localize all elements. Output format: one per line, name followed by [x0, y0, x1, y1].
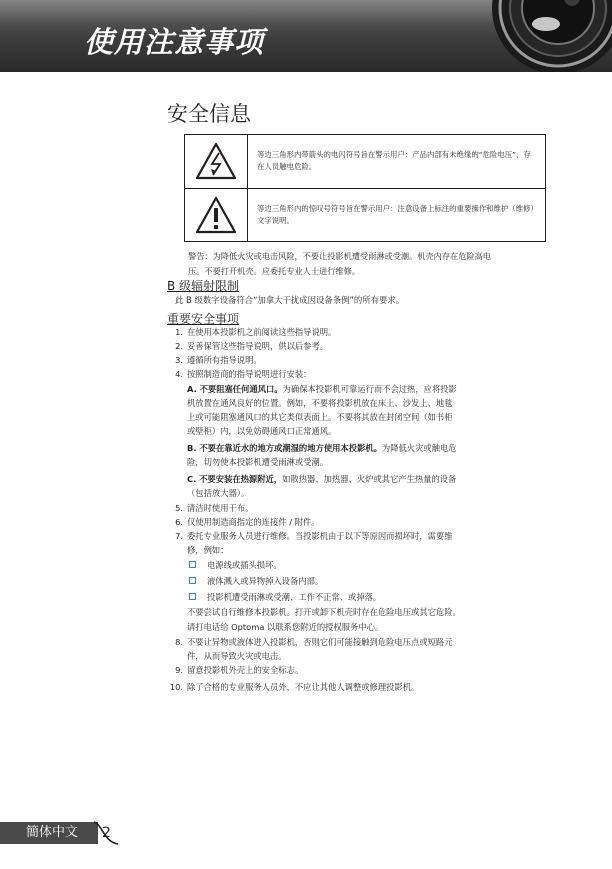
list-item-text: 妥善保管这些指导说明，供以后参考。 [187, 341, 329, 351]
list-item-text: 留意投影机外壳上的安全标志。 [187, 665, 304, 675]
list-item-text: 不要让异物或液体进入投影机，否则它们可能接触到危险电压点或短路元 [187, 637, 453, 647]
list-item-number: 9. [175, 665, 183, 675]
sub-item-b-line: 险，切勿使本投影机遭受雨淋或受潮。 [187, 457, 329, 467]
warning-notice-line: 压。不要打开机壳。应委托专业人士进行维修。 [188, 266, 360, 276]
checkbox-square-icon [189, 593, 196, 600]
list-item-number: 10. [169, 682, 183, 692]
list-item-continuation: 修，例如： [187, 545, 229, 555]
class-b-title: B 级辐射限制 [167, 279, 240, 293]
list-item-note: 不要尝试自行维修本投影机。打开或卸下机壳时存在危险电压或其它危险。 [187, 607, 461, 617]
sub-item-a [187, 382, 567, 396]
section-title: 安全信息 [167, 102, 251, 126]
list-item-text: 遵循所有指导说明。 [187, 355, 262, 365]
warning-symbols-table [184, 134, 546, 242]
list-item-number: 8. [175, 637, 183, 647]
sub-item-c [187, 472, 567, 486]
sub-item-b [187, 441, 567, 455]
list-item-number: 4. [175, 369, 183, 379]
warning-text-attention: 等边三角形内的惊叹号符号旨在警示用户：注意设备上标注的重要操作和维护（维修）文字说明。 [257, 204, 535, 225]
warning-notice-line: 警告：为降低火灾或电击风险，不要让投影机遭受雨淋或受潮。机壳内存在危险高电 [188, 251, 491, 261]
sub-item-a-line: 上或可能阻塞通风口的其它类似表面上。不要将其放在封闭空间（如书柜 [187, 412, 453, 422]
list-item-note: 请打电话给 Optoma 以联系您附近的授权服务中心。 [187, 622, 384, 632]
footer-language: 簡体中文 [26, 825, 79, 840]
page-title: 使用注意事项 [84, 25, 265, 59]
sub-item-c-text: 如散热器、加热器、火炉或其它产生热量的设备 [282, 474, 457, 484]
warning-notice [188, 249, 566, 279]
bullet-item-text: 电源线或插头损坏。 [207, 560, 282, 570]
list-item-text: 按照制造商的指导说明进行安装： [187, 369, 312, 379]
warning-row-electric [185, 135, 545, 189]
page-number: 2 [102, 825, 111, 841]
sub-item-a-line: 机放置在通风良好的位置。例如，不要将投影机放在床上、沙发上、地毯 [187, 398, 453, 408]
list-item-number: 3. [175, 355, 183, 365]
list-item-number: 7. [175, 531, 183, 541]
sub-item-a-bold: A. 不要阻塞任何通风口。 [187, 384, 283, 394]
checkbox-square-icon [189, 577, 196, 584]
sub-item-a-line: 或壁柜）内，以免妨碍通风口正常通风。 [187, 426, 337, 436]
list-item-number: 6. [175, 517, 183, 527]
warning-row-attention [185, 189, 545, 242]
sub-item-b-bold: B. 不要在靠近水的地方或潮湿的地方使用本投影机。 [187, 443, 382, 453]
list-item-text: 仅使用制造商指定的连接件 / 附件。 [187, 517, 320, 527]
warning-icon-cell [185, 189, 248, 242]
list-item-text: 清洁时使用干布。 [187, 503, 254, 513]
lightning-triangle-icon [195, 142, 237, 180]
important-safety-title: 重要安全事项 [167, 312, 240, 326]
sub-item-c-line: （包括放大器）。 [187, 488, 250, 498]
exclamation-triangle-icon [195, 196, 237, 234]
list-item-text: 除了合格的专业服务人员外，不应让其他人调整或修理投影机。 [187, 682, 420, 692]
page-header [0, 0, 612, 72]
projector-lens-icon [488, 0, 612, 72]
list-item-number: 2. [175, 341, 183, 351]
sub-item-b-text: 为降低火灾或触电危 [381, 443, 457, 453]
checkbox-square-icon [189, 561, 196, 568]
bullet-item-text: 液体溅入或异物掉入设备内部。 [207, 576, 324, 586]
sub-item-c-bold: C. 不要安装在热源附近， [187, 474, 283, 484]
bullet-item-text: 投影机遭受雨淋或受潮、工作不正常、或掉落。 [207, 592, 382, 602]
sub-item-a-text: 为确保本投影机可靠运行而不会过热，应将投影 [282, 384, 457, 394]
class-b-text: 此 B 级数字设备符合“加拿大干扰成因设备条例”的所有要求。 [175, 295, 405, 305]
list-item-text: 委托专业服务人员进行维修。当投影机由于以下等原因而损坏时，需要维 [187, 531, 453, 541]
list-item-continuation: 件，从而导致火灾或电击。 [187, 651, 287, 661]
list-item-number: 5. [175, 503, 183, 513]
list-item-number: 1. [175, 327, 183, 337]
warning-icon-cell [185, 135, 248, 188]
list-item-text: 在使用本投影机之前阅读这些指导说明。 [187, 327, 337, 337]
warning-text-electric: 等边三角形内带箭头的电闪符号旨在警示用户：产品内部有未绝缘的“危险电压”，存在人员触电危险。 [257, 150, 531, 171]
